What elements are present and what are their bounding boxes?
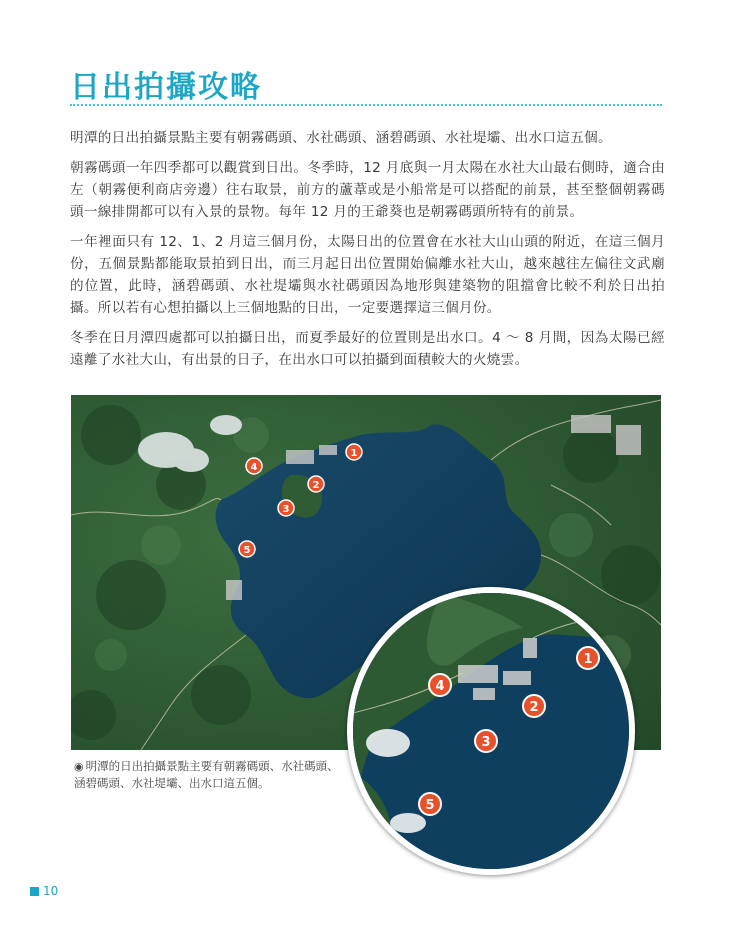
- svg-text:2: 2: [312, 480, 320, 491]
- map-marker-2: [308, 476, 324, 492]
- zoom-marker-3: [475, 730, 497, 752]
- page-number-square-icon: [30, 887, 39, 896]
- map-marker-3: [278, 500, 294, 516]
- svg-text:5: 5: [243, 545, 251, 556]
- svg-text:3: 3: [282, 504, 290, 515]
- zoom-marker-1: [577, 647, 599, 669]
- paragraph-2: 朝霧碼頭一年四季都可以觀賞到日出。冬季時，12 月底與一月太陽在水社大山最右側時，適合由左（朝霧便利商店旁邊）往右取景，前方的蘆葦或是小船常是可以搭配的前景，甚至整個朝霧碼頭一線排開都可以有入景的景物。每年 12 月的王爺葵也是朝霧碼頭所特有的前景。: [70, 160, 665, 220]
- svg-text:3: 3: [481, 735, 491, 750]
- svg-text:1: 1: [583, 652, 593, 667]
- map-marker-5: [239, 541, 255, 557]
- svg-text:4: 4: [250, 462, 258, 473]
- svg-text:4: 4: [435, 679, 445, 694]
- zoom-inset-map: [347, 587, 635, 875]
- map-marker-4: [246, 458, 262, 474]
- svg-text:1: 1: [350, 448, 358, 459]
- zoom-marker-2: [523, 695, 545, 717]
- paragraph-4: 冬季在日月潭四處都可以拍攝日出，而夏季最好的位置則是出水口。4 ～ 8 月間，因為太陽已經遠離了水社大山，有出景的日子，在出水口可以拍攝到面積較大的火燒雲。: [70, 330, 665, 368]
- paragraph-3: 一年裡面只有 12、1、2 月這三個月份，太陽日出的位置會在水社大山山頭的附近，在這三個月份，五個景點都能取景拍到日出，而三月起日出位置開始偏離水社大山，越來越往左偏往文武廟的位置，此時，涵碧碼頭、水社堤壩與水社碼頭因為地形與建築物的阻擋會比較不利於日出拍攝。所以若有心想拍攝以上三個地點的日出，一定要選擇這三個月份。: [70, 234, 665, 316]
- page-number-text: 10: [43, 884, 59, 898]
- caption-text: 明潭的日出拍攝景點主要有朝霧碼頭、水社碼頭、涵碧碼頭、水社堤壩、出水口這五個。: [74, 759, 339, 790]
- page-number: [30, 884, 58, 898]
- camera-icon: ◉: [74, 760, 84, 773]
- svg-text:5: 5: [425, 798, 435, 813]
- svg-text:2: 2: [529, 700, 539, 715]
- paragraph-1: 明潭的日出拍攝景點主要有朝霧碼頭、水社碼頭、涵碧碼頭、水社堤壩、出水口這五個。: [70, 130, 612, 146]
- map-caption: [74, 758, 349, 792]
- title-dotted-divider: [70, 104, 662, 106]
- page-title: 日出拍攝攻略: [70, 70, 262, 105]
- zoom-marker-5: [419, 793, 441, 815]
- zoom-marker-4: [429, 674, 451, 696]
- map-marker-1: [346, 444, 362, 460]
